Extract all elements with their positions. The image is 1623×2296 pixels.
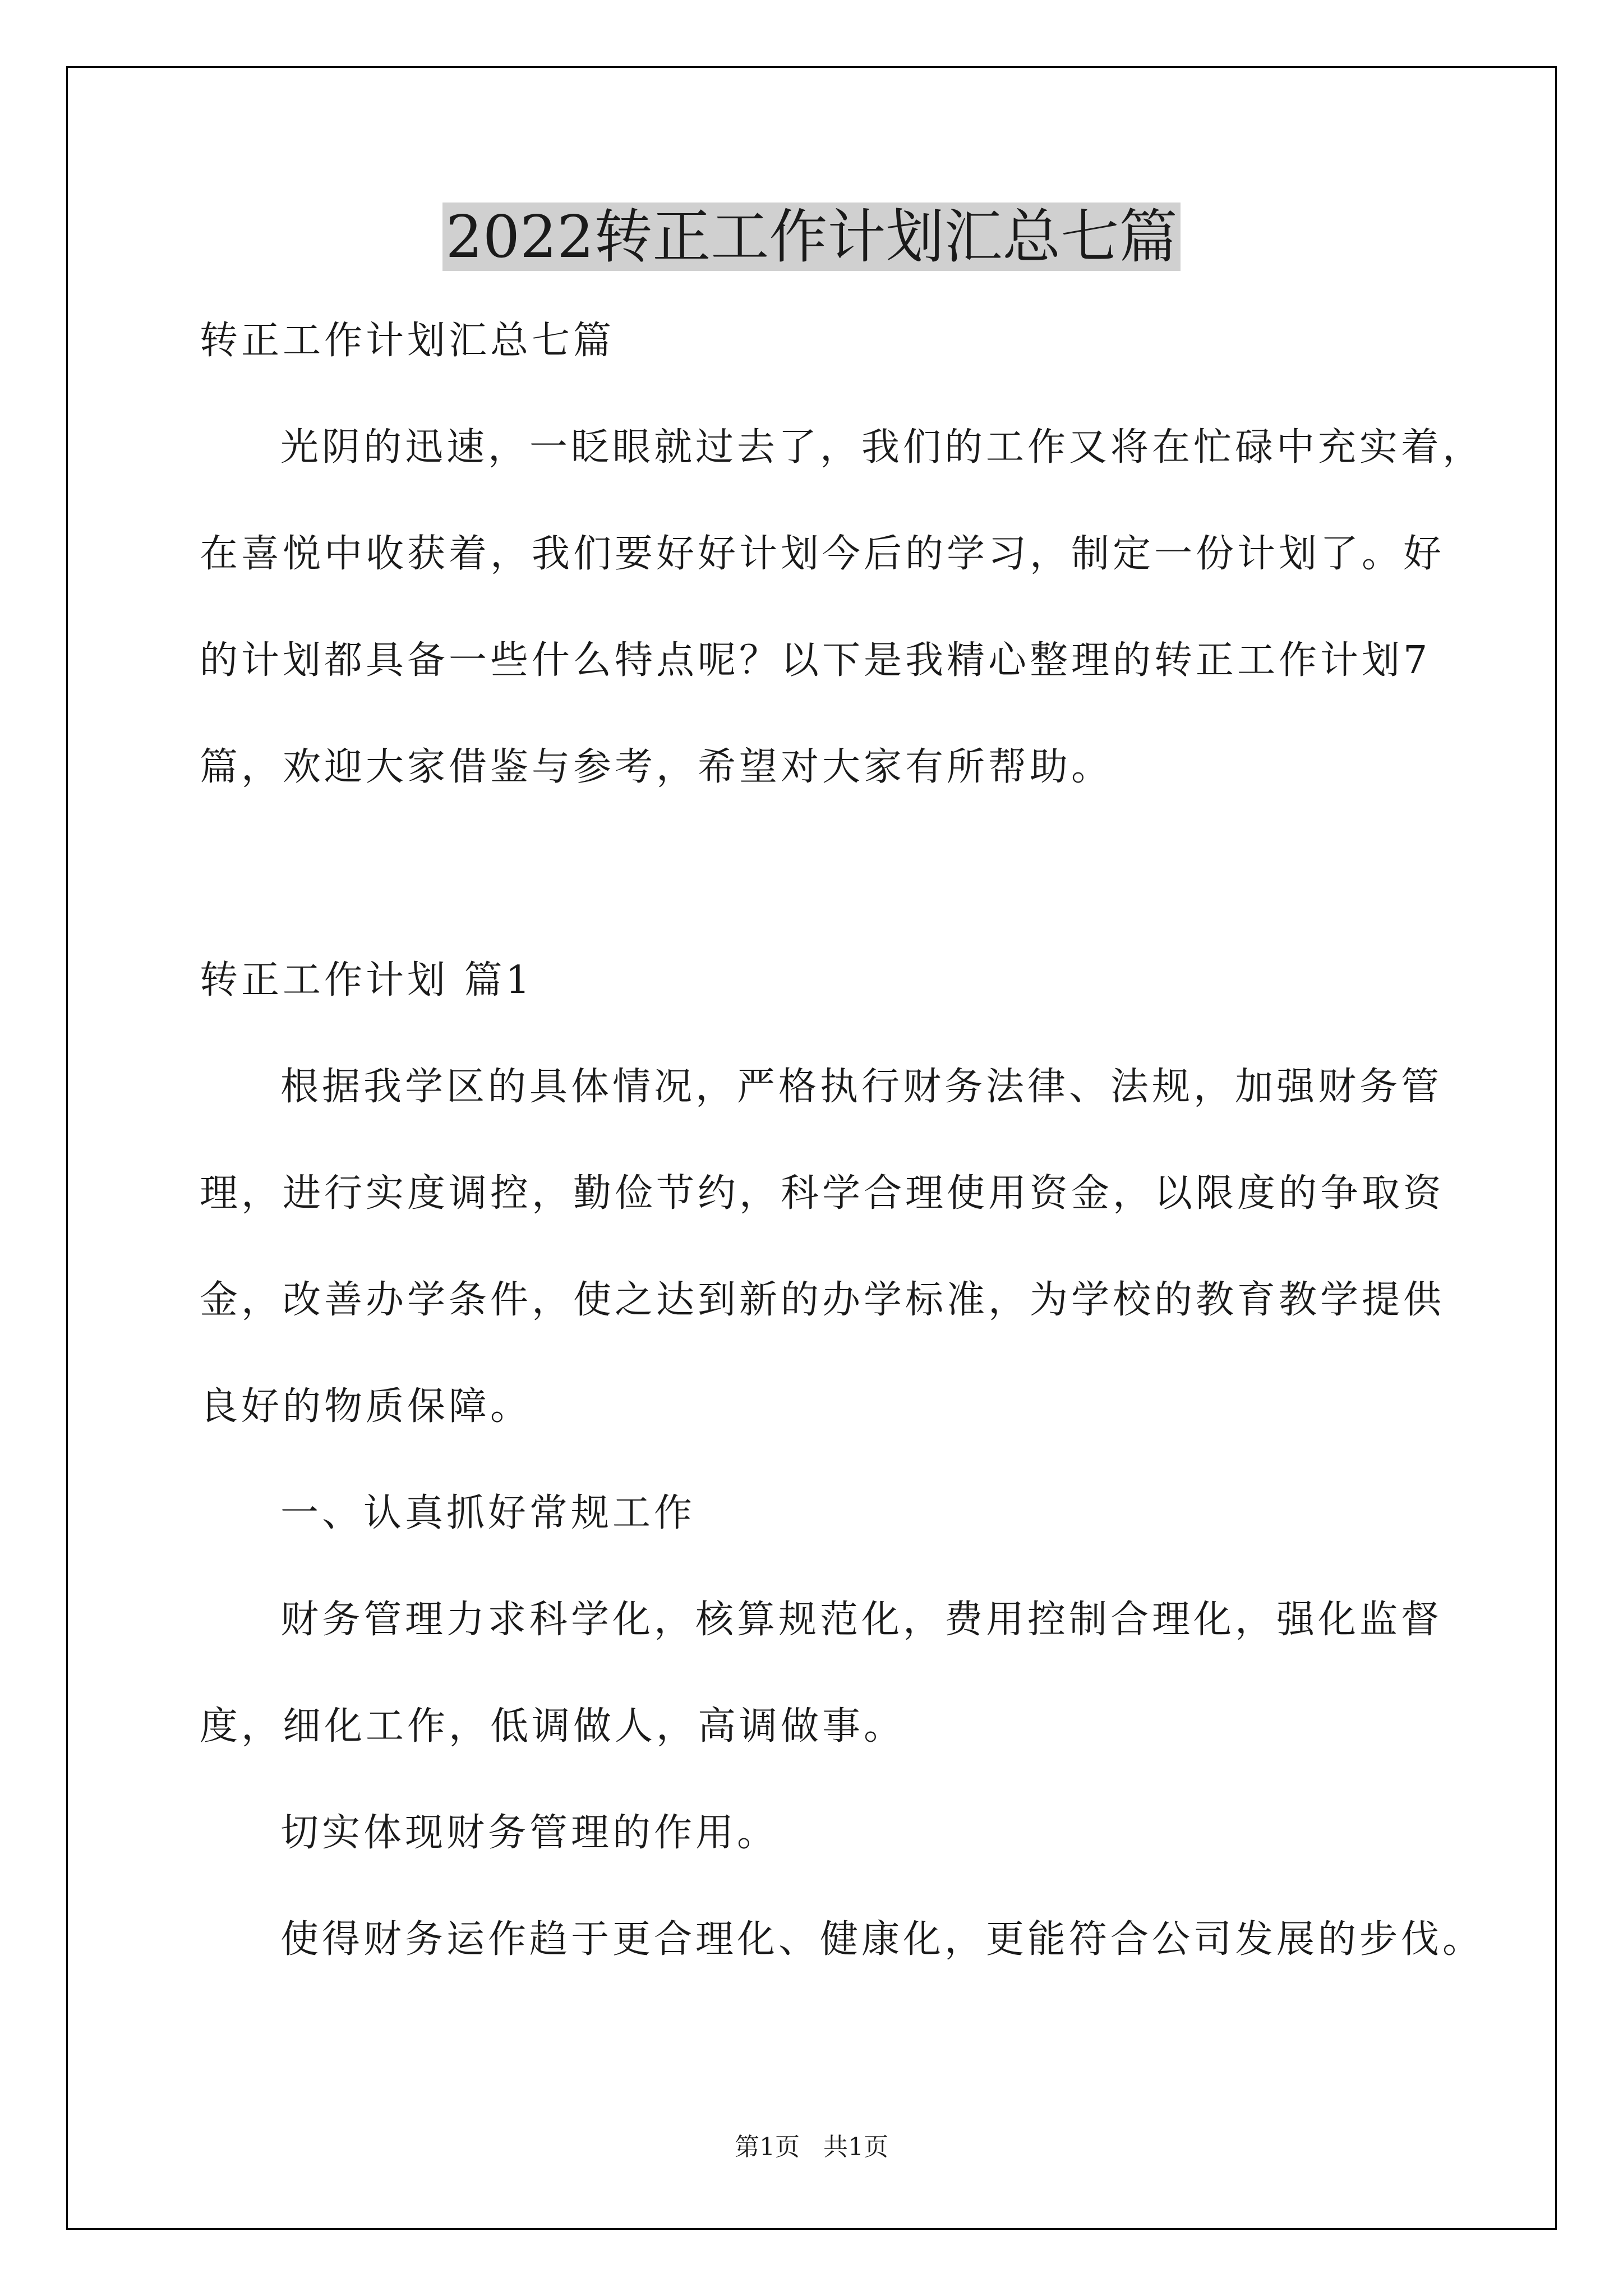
intro-line: 的计划都具备一些什么特点呢？以下是我精心整理的转正工作计划7 [200,638,1431,683]
intro-line: 篇，欢迎大家借鉴与参考，希望对大家有所帮助。 [200,745,1113,789]
intro-line: 光阴的迅速，一眨眼就过去了，我们的工作又将在忙碌中充实着， [280,425,1484,470]
paragraph-line: 财务管理力求科学化，核算规范化，费用控制合理化，强化监督 [280,1598,1443,1642]
document-title-text: 2022转正工作计划汇总七篇 [442,203,1181,271]
paragraph-line: 金，改善办学条件，使之达到新的办学标准，为学校的教育教学提供 [200,1278,1445,1322]
paragraph-line: 切实体现财务管理的作用。 [280,1811,779,1855]
page-number-total: 共1页 [823,2133,888,2161]
page-number-current: 第1页 [735,2133,800,2161]
page-footer [0,2131,1623,2164]
paragraph-line: 良好的物质保障。 [200,1384,532,1429]
intro-line: 在喜悦中收获着，我们要好好计划今后的学习，制定一份计划了。好 [200,532,1445,576]
document-body [200,315,1484,1966]
subheading: 一、认真抓好常规工作 [280,1491,696,1535]
document-title [0,197,1623,276]
section-heading: 转正工作计划 篇1 [200,958,533,1002]
paragraph-line: 度，细化工作，低调做人，高调做事。 [200,1704,906,1749]
document-subtitle: 转正工作计划汇总七篇 [200,319,615,363]
paragraph-line: 根据我学区的具体情况，严格执行财务法律、法规，加强财务管 [280,1065,1443,1109]
paragraph-line: 理，进行实度调控，勤俭节约，科学合理使用资金，以限度的争取资 [200,1171,1445,1216]
paragraph-line: 使得财务运作趋于更合理化、健康化，更能符合公司发展的步伐。 [280,1917,1484,1962]
